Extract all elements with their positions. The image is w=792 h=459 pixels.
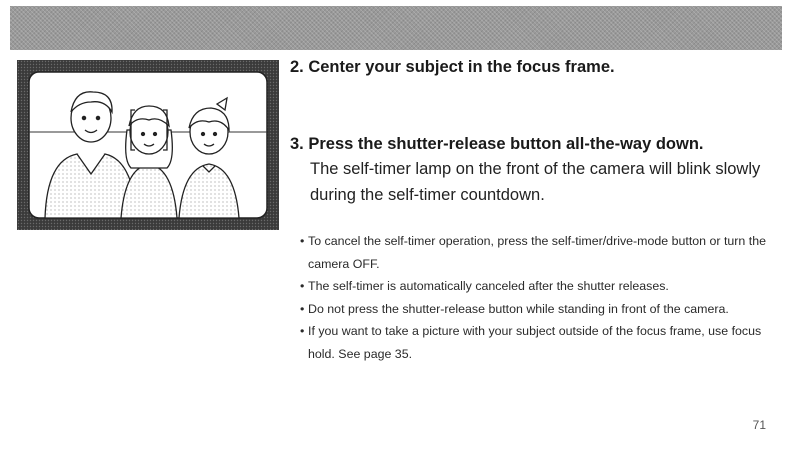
- notes-list: [300, 230, 770, 365]
- bullet-icon: •: [300, 279, 305, 293]
- bullet-icon: •: [300, 324, 305, 338]
- note-text: To cancel the self-timer operation, press the self-timer/drive-mode button or turn the camera OFF.: [308, 234, 766, 271]
- note-item: [300, 298, 770, 321]
- step-3-description: The self-timer lamp on the front of the camera will blink slowly during the self-timer countdown.: [310, 160, 761, 204]
- header-band: [10, 6, 782, 50]
- note-text: If you want to take a picture with your subject outside of the focus frame, use focus hold. See page 35.: [308, 324, 762, 361]
- bullet-icon: •: [300, 234, 305, 248]
- note-item: [300, 320, 770, 365]
- note-text: The self-timer is automatically canceled after the shutter releases.: [308, 279, 669, 293]
- bullet-icon: •: [300, 301, 305, 316]
- page-number: 71: [752, 418, 766, 432]
- note-item: [300, 230, 770, 275]
- person-girl-center: [121, 106, 177, 218]
- viewfinder-illustration: [17, 60, 279, 230]
- note-text: Do not press the shutter-release button while standing in front of the camera.: [308, 301, 729, 316]
- note-item: [300, 275, 770, 298]
- step-3-heading: 3. Press the shutter-release button all-the-way down.: [290, 135, 704, 153]
- step-2-heading: 2. Center your subject in the focus frame.: [290, 58, 615, 76]
